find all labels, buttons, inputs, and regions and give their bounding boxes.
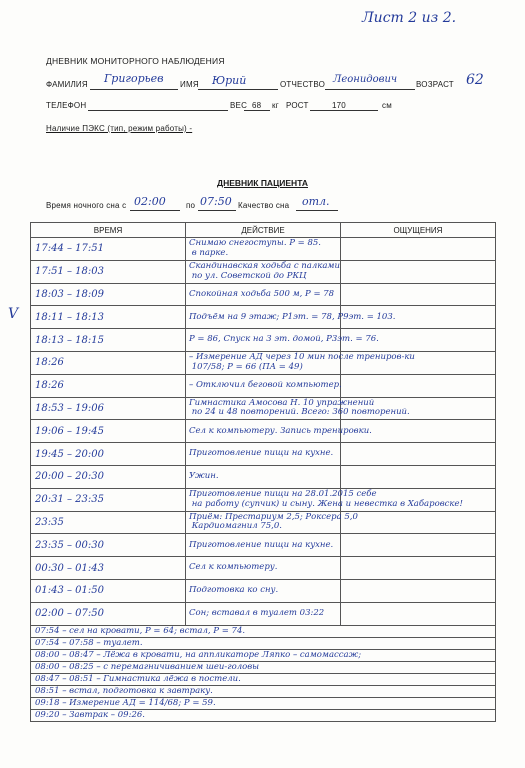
height-label: РОСТ bbox=[286, 101, 309, 110]
table-row bbox=[31, 697, 496, 709]
action-text: Сел к компьютеру. Запись тренировки. bbox=[189, 425, 372, 436]
action-cell bbox=[186, 238, 341, 261]
feelings-cell bbox=[341, 602, 496, 625]
time-text: 19:45 – 20:00 bbox=[35, 448, 104, 460]
time-text: 02:00 – 07:50 bbox=[35, 608, 104, 620]
phone-line bbox=[88, 110, 228, 111]
feelings-cell bbox=[341, 260, 496, 283]
height-unit: см bbox=[382, 101, 392, 110]
time-cell bbox=[31, 306, 186, 329]
column-header-feelings: ОЩУЩЕНИЯ bbox=[341, 223, 496, 238]
action-cell bbox=[186, 465, 341, 488]
name-value: Юрий bbox=[212, 74, 247, 87]
action-cell bbox=[186, 602, 341, 625]
diary-table bbox=[30, 222, 496, 722]
time-cell bbox=[31, 329, 186, 352]
time-text: 18:53 – 19:06 bbox=[35, 402, 104, 414]
sleep-quality: отл. bbox=[302, 195, 330, 208]
action-text: Приготовление пищи на кухне. bbox=[189, 539, 334, 550]
tail-text: 07:54 – 07:58 – туалет. bbox=[35, 638, 143, 649]
time-cell bbox=[31, 238, 186, 261]
sleep-to-label: по bbox=[186, 201, 196, 210]
time-cell bbox=[31, 397, 186, 420]
weight-unit: кг bbox=[272, 101, 279, 110]
tail-text: 09:20 – Завтрак – 09:26. bbox=[35, 710, 145, 721]
action-cell bbox=[186, 579, 341, 602]
tail-text: 08:00 – 08:47 – Лёжа в кровати, на аппликаторе Ляпко – самомассаж; bbox=[35, 650, 362, 661]
sleep-quality-line bbox=[296, 210, 338, 211]
time-cell bbox=[31, 283, 186, 306]
action-text: Сел к компьютеру. bbox=[189, 562, 278, 573]
time-text: 17:51 – 18:03 bbox=[35, 266, 104, 278]
tail-cell bbox=[31, 625, 496, 637]
time-cell bbox=[31, 579, 186, 602]
age-value: 62 bbox=[466, 72, 484, 88]
action-text: Р = 86, Спуск на 3 эт. домой, Р3эт. = 76. bbox=[189, 334, 379, 345]
time-text: 01:43 – 01:50 bbox=[35, 585, 104, 597]
time-text: 17:44 – 17:51 bbox=[35, 243, 104, 255]
action-cell bbox=[186, 329, 379, 352]
diary-body bbox=[31, 238, 496, 722]
tail-cell bbox=[31, 697, 496, 709]
feelings-cell bbox=[341, 283, 496, 306]
tail-text: 08:51 – встал, подготовка к завтраку. bbox=[35, 686, 213, 697]
table-row bbox=[31, 397, 496, 420]
action-text: Сон; вставал в туалет 03:22 bbox=[189, 607, 325, 618]
action-cell bbox=[186, 557, 341, 580]
time-text: 19:06 – 19:45 bbox=[35, 425, 104, 437]
sheet-number: Лист 2 из 2. bbox=[362, 10, 457, 26]
tail-text: 09:18 – Измерение АД = 114/68; Р = 59. bbox=[35, 698, 216, 709]
tail-cell bbox=[31, 637, 496, 649]
table-row bbox=[31, 511, 496, 534]
action-text: Приготовление пищи на кухне. bbox=[189, 448, 334, 459]
surname-label: ФАМИЛИЯ bbox=[46, 80, 88, 89]
tail-cell bbox=[31, 673, 496, 685]
tail-cell bbox=[31, 685, 496, 697]
sleep-to: 07:50 bbox=[200, 195, 232, 208]
action-text: Гимнастика Амосова Н. 10 упражнений по 24 и 48 повторений. Всего: 360 повторений. bbox=[189, 397, 410, 418]
tail-text: 08:00 – 08:25 – с перемагничиванием шеи-головы bbox=[35, 662, 260, 673]
action-cell bbox=[186, 283, 341, 306]
time-text: 18:13 – 18:15 bbox=[35, 334, 104, 346]
feelings-cell bbox=[341, 374, 496, 397]
table-row bbox=[31, 685, 496, 697]
sleep-from-line bbox=[130, 210, 180, 211]
tail-cell bbox=[31, 709, 496, 721]
action-text: Подготовка ко сну. bbox=[189, 585, 279, 596]
time-cell bbox=[31, 534, 186, 557]
height-line bbox=[310, 110, 378, 111]
action-text: Приготовление пищи на 28.01.2015 себе на работу (супчик) и сыну. Жена и невестка в Хабаровске! bbox=[189, 489, 463, 509]
table-row bbox=[31, 488, 496, 511]
time-cell bbox=[31, 420, 186, 443]
action-text: Подъём на 9 этаж; Р1эт. = 78, Р9эт. = 103. bbox=[189, 311, 396, 322]
diary-title: ДНЕВНИК ПАЦИЕНТА bbox=[217, 178, 308, 188]
feelings-cell bbox=[341, 238, 496, 261]
patronymic-line bbox=[325, 89, 415, 90]
table-row bbox=[31, 420, 496, 443]
time-cell bbox=[31, 260, 186, 283]
name-line bbox=[198, 89, 278, 90]
table-row bbox=[31, 374, 496, 397]
column-header-time: ВРЕМЯ bbox=[31, 223, 186, 238]
table-row bbox=[31, 637, 496, 649]
feelings-cell bbox=[341, 465, 496, 488]
action-cell bbox=[186, 397, 410, 420]
tail-text: 07:54 – сел на кровати, Р = 64; встал, Р = 74. bbox=[35, 626, 246, 637]
table-row bbox=[31, 351, 496, 374]
time-text: 18:11 – 18:13 bbox=[35, 311, 104, 323]
tail-text: 08:47 – 08:51 – Гимнастика лёжа в постели. bbox=[35, 674, 241, 685]
table-row bbox=[31, 709, 496, 721]
feelings-cell bbox=[341, 557, 496, 580]
patronymic-value: Леонидович bbox=[333, 74, 398, 85]
table-row bbox=[31, 260, 496, 283]
time-text: 20:00 – 20:30 bbox=[35, 471, 104, 483]
sleep-quality-label: Качество сна bbox=[238, 201, 290, 210]
action-text: Ужин. bbox=[189, 471, 219, 482]
time-cell bbox=[31, 465, 186, 488]
time-cell bbox=[31, 557, 186, 580]
time-text: 00:30 – 01:43 bbox=[35, 562, 104, 574]
table-row bbox=[31, 465, 496, 488]
table-row bbox=[31, 625, 496, 637]
sleep-from: 02:00 bbox=[134, 195, 166, 208]
table-row bbox=[31, 579, 496, 602]
action-text: – Отключил беговой компьютер. bbox=[189, 379, 342, 390]
feelings-cell bbox=[341, 443, 496, 466]
table-row bbox=[31, 443, 496, 466]
pacemaker-label: Наличие ПЭКС (тип, режим работы) - bbox=[46, 124, 193, 133]
action-text: Снимаю снегоступы. Р = 85. в парке. bbox=[189, 238, 321, 258]
check-mark: V bbox=[8, 306, 19, 322]
table-row bbox=[31, 329, 496, 352]
time-text: 18:03 – 18:09 bbox=[35, 288, 104, 300]
time-text: 18:26 bbox=[35, 357, 64, 369]
age-label: ВОЗРАСТ bbox=[416, 80, 454, 89]
phone-label: ТЕЛЕФОН bbox=[46, 101, 87, 110]
weight-line bbox=[244, 110, 270, 111]
table-row bbox=[31, 661, 496, 673]
table-row bbox=[31, 534, 496, 557]
time-cell bbox=[31, 488, 186, 511]
tail-cell bbox=[31, 649, 496, 661]
column-header-action: ДЕЙСТВИЕ bbox=[186, 223, 341, 238]
weight-value: 68 bbox=[252, 101, 262, 110]
action-cell bbox=[186, 374, 341, 397]
time-cell bbox=[31, 351, 186, 374]
sleep-to-line bbox=[198, 210, 236, 211]
table-row bbox=[31, 557, 496, 580]
time-cell bbox=[31, 443, 186, 466]
time-text: 23:35 – 00:30 bbox=[35, 539, 104, 551]
action-text: Приём: Престариум 2,5; Роксера 5,0 Кардиомагнил 75,0. bbox=[189, 511, 358, 532]
form-title: ДНЕВНИК МОНИТОРНОГО НАБЛЮДЕНИЯ bbox=[46, 56, 225, 66]
action-cell bbox=[186, 351, 415, 374]
action-cell bbox=[186, 306, 396, 329]
table-row bbox=[31, 306, 496, 329]
tail-cell bbox=[31, 661, 496, 673]
surname-line bbox=[90, 89, 178, 90]
action-cell bbox=[186, 260, 341, 283]
time-text: 23:35 bbox=[35, 516, 64, 528]
feelings-cell bbox=[341, 579, 496, 602]
table-row bbox=[31, 673, 496, 685]
action-text: Скандинавская ходьба с палками по ул. Советской до РКЦ bbox=[189, 261, 340, 281]
action-cell bbox=[186, 534, 341, 557]
height-value: 170 bbox=[332, 101, 346, 110]
table-row bbox=[31, 238, 496, 261]
time-cell bbox=[31, 511, 186, 534]
action-cell bbox=[186, 420, 372, 443]
action-cell bbox=[186, 443, 341, 466]
time-text: 20:31 – 23:35 bbox=[35, 494, 104, 506]
name-label: ИМЯ bbox=[180, 80, 199, 89]
time-cell bbox=[31, 374, 186, 397]
feelings-cell bbox=[341, 534, 496, 557]
table-row bbox=[31, 283, 496, 306]
patronymic-label: ОТЧЕСТВО bbox=[280, 80, 326, 89]
action-text: – Измерение АД через 10 мин после трениров-ки 107/58; Р = 66 (ПА = 49) bbox=[189, 352, 415, 372]
time-text: 18:26 bbox=[35, 380, 64, 392]
feelings-cell bbox=[341, 511, 496, 534]
action-text: Спокойная ходьба 500 м, Р = 78 bbox=[189, 288, 335, 299]
table-row bbox=[31, 649, 496, 661]
sleep-label: Время ночного сна с bbox=[46, 201, 127, 210]
time-cell bbox=[31, 602, 186, 625]
action-cell bbox=[186, 511, 358, 534]
surname-value: Григорьев bbox=[104, 72, 164, 85]
weight-label: ВЕС bbox=[230, 101, 248, 110]
table-row bbox=[31, 602, 496, 625]
action-cell bbox=[186, 488, 463, 511]
